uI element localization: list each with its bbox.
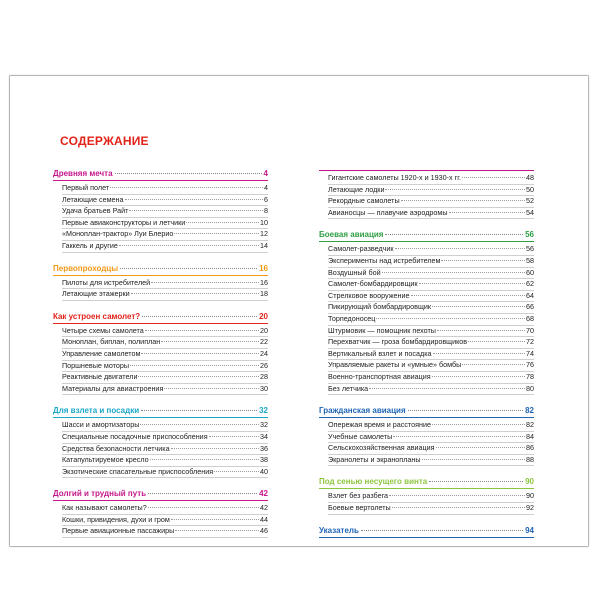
dot-leader <box>385 234 523 235</box>
dot-leader <box>142 316 257 317</box>
entry-page-number: 42 <box>260 503 268 513</box>
entry-page-number: 54 <box>526 207 534 217</box>
dot-leader <box>110 187 263 188</box>
book-page <box>10 76 588 546</box>
dot-leader <box>392 507 525 508</box>
toc-entry[interactable] <box>62 515 268 527</box>
toc-section <box>53 488 268 538</box>
entry-page-number: 18 <box>260 289 268 299</box>
section-page-number: 20 <box>259 311 268 321</box>
entry-title: Авианосцы — плавучие аэродромы <box>328 207 448 217</box>
toc-entry[interactable] <box>62 289 268 301</box>
entry-page-number: 12 <box>260 229 268 239</box>
dot-leader <box>119 245 259 246</box>
toc-entry[interactable] <box>328 208 534 220</box>
toc-entry[interactable] <box>62 420 268 432</box>
entry-page-number: 24 <box>260 348 268 358</box>
toc-section <box>319 229 534 395</box>
entry-page-number: 58 <box>526 255 534 265</box>
dot-leader <box>393 436 525 437</box>
entry-page-number: 86 <box>526 443 534 453</box>
section-title: Как устроен самолет? <box>53 311 141 321</box>
entry-page-number: 66 <box>526 302 534 312</box>
section-items <box>53 503 268 538</box>
dot-leader <box>437 330 525 331</box>
entry-title: Эксперименты над истребителем <box>328 255 441 265</box>
entry-page-number: 10 <box>260 217 268 227</box>
entry-page-number: 48 <box>526 173 534 182</box>
section-page-number: 56 <box>525 230 534 240</box>
dot-leader <box>468 341 525 342</box>
entry-title: Шасси и амортизаторы <box>62 420 140 430</box>
section-page-number: 90 <box>525 477 534 487</box>
section-page-number: 4 <box>263 169 268 178</box>
entry-page-number: 56 <box>526 244 534 254</box>
entry-title: Первый полет <box>62 183 110 192</box>
section-items <box>53 278 268 301</box>
entry-title: Летающие семена <box>62 194 124 204</box>
section-title: Боевая авиация <box>319 230 384 240</box>
toc-entry[interactable] <box>62 326 268 338</box>
toc-entry[interactable] <box>328 420 534 432</box>
dot-leader <box>432 306 525 307</box>
entry-title: Опережая время и расстояние <box>328 420 432 430</box>
entry-title: Самолет-бомбардировщик <box>328 279 418 289</box>
toc-entry[interactable] <box>328 173 534 185</box>
dot-leader <box>385 189 525 190</box>
toc-section <box>319 525 534 538</box>
section-heading[interactable] <box>319 229 534 242</box>
toc-entry[interactable] <box>62 195 268 207</box>
entry-title: Реактивные двигатели <box>62 372 138 382</box>
dot-leader <box>411 295 526 296</box>
entry-title: Перехватчик — гроза бомбардировщиков <box>328 337 468 347</box>
entry-page-number: 28 <box>260 372 268 382</box>
entry-title: Управляемые ракеты и «умные» бомбы <box>328 360 462 370</box>
dot-leader <box>369 388 525 389</box>
toc-entry[interactable] <box>328 384 534 396</box>
dot-leader <box>419 283 525 284</box>
dot-leader <box>148 507 259 508</box>
toc-entry[interactable] <box>62 229 268 241</box>
dot-leader <box>115 173 262 174</box>
toc-entry[interactable] <box>62 183 268 195</box>
toc-entry[interactable] <box>62 206 268 218</box>
entry-title: Торпедоносец <box>328 313 376 323</box>
dot-leader <box>389 495 525 496</box>
entry-page-number: 72 <box>526 337 534 347</box>
entry-page-number: 82 <box>526 420 534 430</box>
dot-leader <box>164 388 259 389</box>
toc-entry[interactable] <box>62 372 268 384</box>
section-heading[interactable] <box>319 405 534 418</box>
dot-leader <box>171 448 259 449</box>
dot-leader <box>161 341 259 342</box>
toc-entry[interactable] <box>62 432 268 444</box>
entry-title: Сельскохозяйственная авиация <box>328 443 435 453</box>
dot-leader <box>422 459 525 460</box>
toc-entry[interactable] <box>62 278 268 290</box>
dot-leader <box>395 248 525 249</box>
section-heading[interactable] <box>53 168 268 181</box>
dot-leader <box>462 177 525 178</box>
entry-page-number: 30 <box>260 383 268 393</box>
dot-leader <box>429 481 523 482</box>
toc-entry[interactable] <box>328 455 534 467</box>
entry-page-number: 14 <box>260 240 268 250</box>
entry-page-number: 46 <box>260 526 268 536</box>
entry-title: Кошки, привидения, духи и гром <box>62 514 170 524</box>
toc-section <box>53 263 268 301</box>
dot-leader <box>151 282 259 283</box>
toc-entry[interactable] <box>62 361 268 373</box>
dot-leader <box>174 233 259 234</box>
entry-page-number: 70 <box>526 325 534 335</box>
entry-page-number: 34 <box>260 431 268 441</box>
dot-leader <box>449 212 525 213</box>
toc-entry[interactable] <box>62 455 268 467</box>
dot-leader <box>141 353 259 354</box>
entry-title: Моноплан, биплан, полиплан <box>62 337 161 347</box>
toc-entry[interactable] <box>328 491 534 503</box>
entry-title: «Моноплан-трактор» Луи Блерио <box>62 229 174 239</box>
toc-entry[interactable] <box>328 279 534 291</box>
dot-leader <box>138 376 259 377</box>
entry-title: Четыре схемы самолета <box>62 325 144 335</box>
toc-entry[interactable] <box>62 241 268 253</box>
entry-title: Материалы для авиастроения <box>62 383 164 393</box>
toc-entry[interactable] <box>328 256 534 268</box>
entry-title: Боевые вертолеты <box>328 503 391 513</box>
entry-page-number: 74 <box>526 348 534 358</box>
toc-section <box>53 168 268 253</box>
section-items <box>319 420 534 466</box>
toc-entry[interactable] <box>328 314 534 326</box>
toc-entry[interactable] <box>328 360 534 372</box>
dot-leader <box>376 318 525 319</box>
entry-page-number: 38 <box>260 455 268 465</box>
section-page-number: 32 <box>259 406 268 416</box>
toc-entry[interactable] <box>328 185 534 197</box>
entry-page-number: 32 <box>260 420 268 430</box>
entry-page-number: 20 <box>260 325 268 335</box>
section-title: Под сенью несущего винта <box>319 477 428 487</box>
entry-title: Воздушный бой <box>328 267 381 277</box>
dot-leader <box>433 353 525 354</box>
section-items <box>319 173 534 219</box>
toc-section <box>53 311 268 396</box>
section-heading[interactable] <box>53 311 268 324</box>
toc-section <box>53 405 268 478</box>
dot-leader <box>141 410 257 411</box>
dot-leader <box>148 493 257 494</box>
entry-page-number: 68 <box>526 313 534 323</box>
toc-entry[interactable] <box>328 244 534 256</box>
toc-entry[interactable] <box>328 503 534 515</box>
section-title: Гражданская авиация <box>319 406 406 416</box>
section-items <box>53 326 268 396</box>
toc-entry[interactable] <box>328 268 534 280</box>
entry-page-number: 80 <box>526 383 534 393</box>
section-title: Для взлета и посадки <box>53 406 140 416</box>
entry-title: Специальные посадочные приспособления <box>62 431 208 441</box>
entry-page-number: 52 <box>526 196 534 206</box>
section-title: Указатель <box>319 525 359 535</box>
entry-page-number: 26 <box>260 360 268 370</box>
entry-page-number: 62 <box>526 279 534 289</box>
dot-leader <box>441 260 525 261</box>
toc-entry[interactable] <box>62 349 268 361</box>
entry-page-number: 90 <box>526 491 534 501</box>
entry-title: Учебные самолеты <box>328 431 393 441</box>
entry-page-number: 4 <box>264 183 268 192</box>
toc-entry[interactable] <box>328 326 534 338</box>
entry-title: Штурмовик — помощник пехоты <box>328 325 436 335</box>
section-items <box>319 491 534 514</box>
toc-left-column <box>53 168 268 548</box>
entry-page-number: 50 <box>526 184 534 194</box>
section-title: Долгий и трудный путь <box>53 489 147 499</box>
toc-entry[interactable] <box>62 337 268 349</box>
section-heading[interactable] <box>53 405 268 418</box>
toc-entry[interactable] <box>328 291 534 303</box>
toc-entry[interactable] <box>62 444 268 456</box>
entry-page-number: 84 <box>526 431 534 441</box>
entry-page-number: 8 <box>264 206 268 216</box>
toc-section <box>319 168 534 219</box>
section-page-number: 16 <box>259 263 268 273</box>
toc-entry[interactable] <box>62 218 268 230</box>
entry-title: Удача братьев Райт <box>62 206 129 216</box>
section-items <box>319 244 534 395</box>
section-page-number: 82 <box>525 406 534 416</box>
dot-leader <box>432 376 525 377</box>
dot-leader <box>432 424 525 425</box>
dot-leader <box>462 364 525 365</box>
toc-entry[interactable] <box>328 443 534 455</box>
entry-page-number: 16 <box>260 277 268 287</box>
entry-page-number: 22 <box>260 337 268 347</box>
dot-leader <box>401 200 525 201</box>
toc-section <box>319 405 534 466</box>
entry-page-number: 92 <box>526 503 534 513</box>
toc-section <box>319 476 534 514</box>
entry-page-number: 60 <box>526 267 534 277</box>
dot-leader <box>129 210 263 211</box>
dot-leader <box>171 519 259 520</box>
entry-title: Управление самолетом <box>62 348 141 358</box>
toc-entry[interactable] <box>328 372 534 384</box>
entry-title: Как называют самолеты? <box>62 503 147 513</box>
entry-title: Военно-транспортная авиация <box>328 371 431 381</box>
entry-title: Взлет без разбега <box>328 491 389 501</box>
section-heading[interactable] <box>53 488 268 501</box>
entry-title: Стрелковое вооружение <box>328 290 410 300</box>
toc-entry[interactable] <box>328 349 534 361</box>
entry-page-number: 6 <box>264 194 268 204</box>
section-heading[interactable] <box>319 476 534 489</box>
entry-title: Пикирующий бомбардировщик <box>328 302 432 312</box>
toc-entry[interactable] <box>62 503 268 515</box>
entry-title: Экранолеты и экранопланы <box>328 454 421 464</box>
entry-page-number: 88 <box>526 454 534 464</box>
toc-entry[interactable] <box>328 302 534 314</box>
dot-leader <box>175 530 259 531</box>
dot-leader <box>150 459 259 460</box>
entry-page-number: 64 <box>526 290 534 300</box>
entry-title: Самолет-разведчик <box>328 244 394 254</box>
toc-entry[interactable] <box>328 337 534 349</box>
toc-entry[interactable] <box>62 526 268 538</box>
section-title: Первопроходцы <box>53 263 119 273</box>
entry-title: Первые авиационные пассажиры <box>62 526 175 536</box>
dot-leader <box>130 365 259 366</box>
entry-page-number: 36 <box>260 443 268 453</box>
entry-title: Без летчика <box>328 383 369 393</box>
entry-title: Летающие этажерки <box>62 289 130 299</box>
dot-leader <box>145 330 259 331</box>
entry-title: Гигантские самолеты 1920-х и 1930-х гг. <box>328 173 461 182</box>
entry-title: Первые авиаконструкторы и летчики <box>62 217 186 227</box>
entry-page-number: 44 <box>260 514 268 524</box>
section-page-number: 42 <box>259 489 268 499</box>
entry-title: Рекордные самолеты <box>328 196 400 206</box>
dot-leader <box>120 268 257 269</box>
section-items <box>53 183 268 253</box>
section-items <box>53 420 268 478</box>
dot-leader <box>131 293 259 294</box>
dot-leader <box>214 471 259 472</box>
dot-leader <box>382 272 525 273</box>
toc-entry[interactable] <box>328 196 534 208</box>
dot-leader <box>125 199 264 200</box>
section-divider <box>319 168 534 171</box>
entry-title: Экзотические спасательные приспособления <box>62 466 214 476</box>
section-heading[interactable] <box>319 525 534 538</box>
toc-entry[interactable] <box>62 384 268 396</box>
entry-title: Гаккель и другие <box>62 240 118 250</box>
entry-title: Летающие лодки <box>328 184 385 194</box>
entry-title: Катапультируемое кресло <box>62 455 149 465</box>
section-page-number: 94 <box>525 525 534 535</box>
entry-page-number: 40 <box>260 466 268 476</box>
entry-title: Средства безопасности летчика <box>62 443 170 453</box>
dot-leader <box>361 530 523 531</box>
page-title: СОДЕРЖАНИЕ <box>60 134 149 148</box>
dot-leader <box>209 436 259 437</box>
section-heading[interactable] <box>53 263 268 276</box>
entry-title: Поршневые моторы <box>62 360 130 370</box>
dot-leader <box>436 447 525 448</box>
entry-page-number: 76 <box>526 360 534 370</box>
toc-right-column <box>319 168 534 548</box>
section-title: Древняя мечта <box>53 169 113 178</box>
entry-title: Вертикальный взлет и посадка <box>328 348 432 358</box>
toc-entry[interactable] <box>328 432 534 444</box>
dot-leader <box>408 410 523 411</box>
dot-leader <box>140 424 259 425</box>
toc-entry[interactable] <box>62 467 268 479</box>
entry-title: Пилоты для истребителей <box>62 277 151 287</box>
entry-page-number: 78 <box>526 371 534 381</box>
dot-leader <box>186 222 259 223</box>
